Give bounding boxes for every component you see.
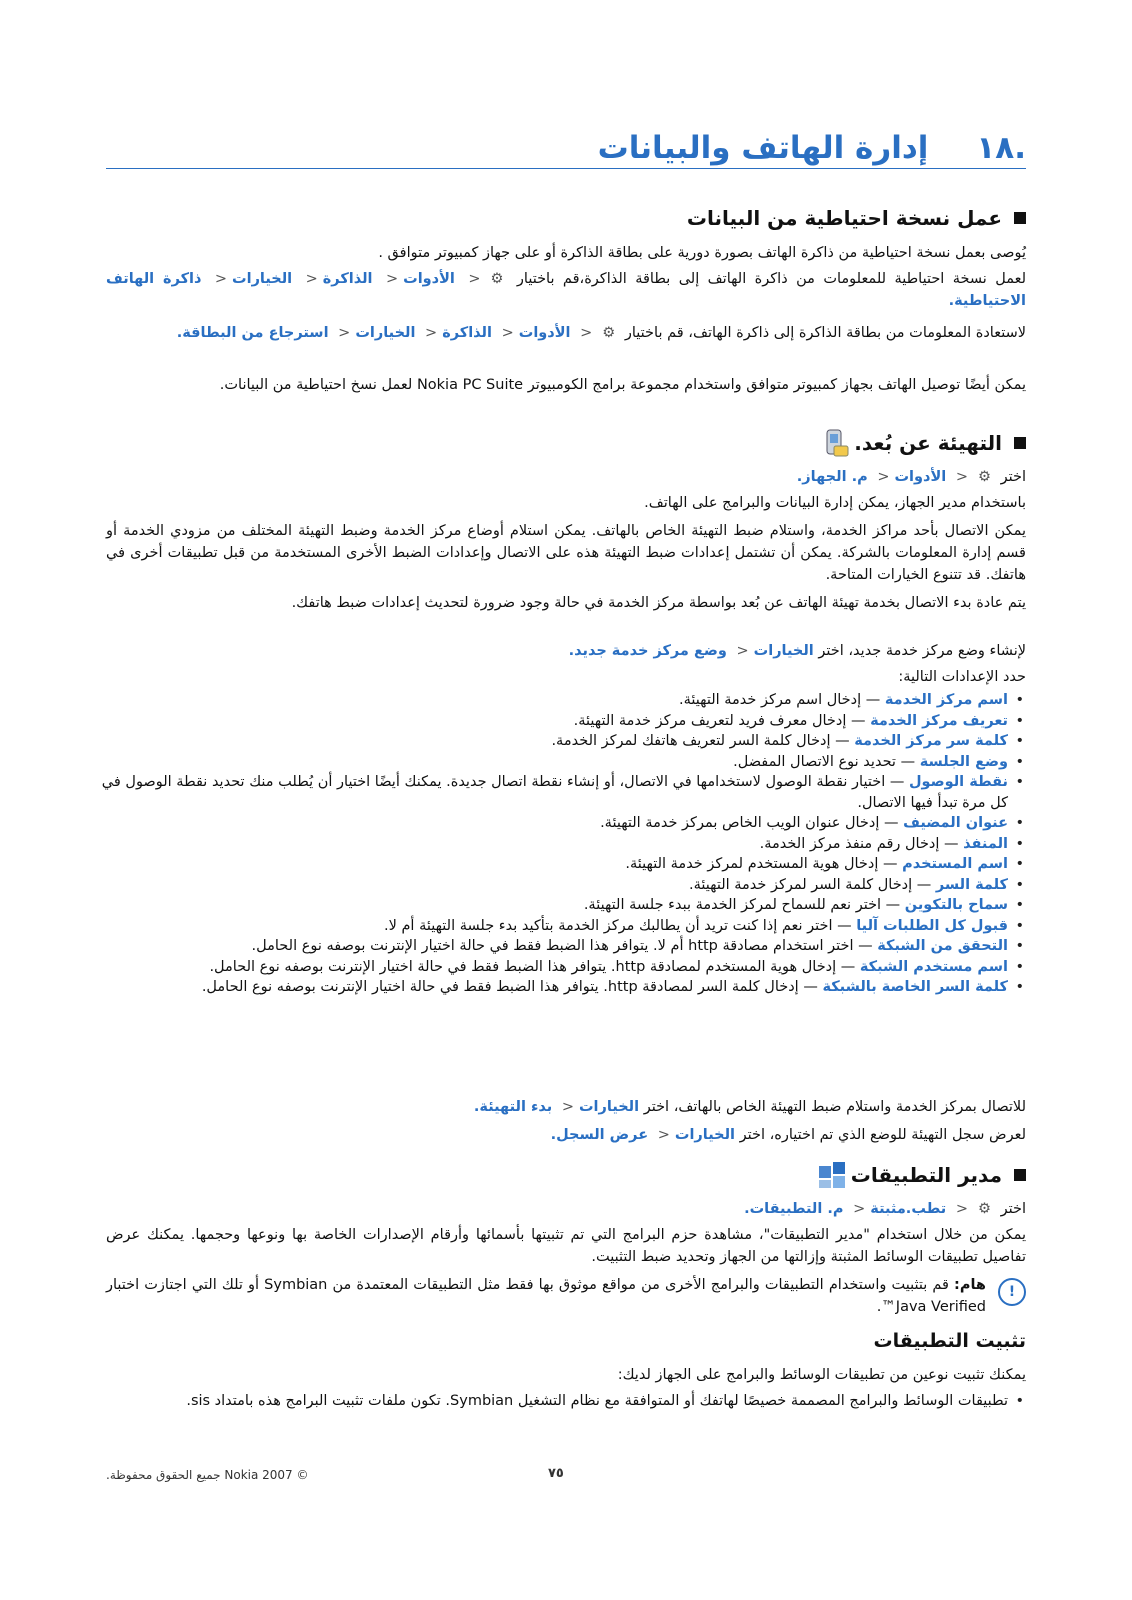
- device-manager-icon: [820, 428, 850, 458]
- app-manager-icon: [817, 1160, 847, 1190]
- backup-p1-text: لعمل نسخة احتياطية للمعلومات من ذاكرة الهاتف إلى بطاقة الذاكرة،قم باختيار: [516, 271, 1027, 287]
- footer-copyright: © Nokia 2007 جميع الحقوق محفوظة.: [106, 1468, 309, 1482]
- setting-desc: — إدخال معرف فريد لتعريف مركز خدمة التهيئة.: [573, 712, 871, 729]
- backup-paragraph-3: يمكن أيضًا توصيل الهاتف بجهاز كمبيوتر متوافق واستخدام مجموعة برامج الكومبيوتر Nokia PC Suite لعمل نسخ احتياطية من البيانات.: [219, 377, 1026, 393]
- setting-desc: — اختر استخدام مصادقة http أم لا. يتوافر هذا الضبط فقط في حالة اختيار الإنترنت بوصفه نوع الحامل.: [251, 938, 878, 954]
- list-item: [88, 731, 1008, 752]
- info-icon: !: [998, 1278, 1026, 1306]
- path-tools[interactable]: الأدوات: [894, 469, 947, 485]
- setting-desc: — إدخال كلمة السر لتعريف هاتفك لمركز الخدمة.: [551, 733, 855, 749]
- path-separator: <: [385, 271, 399, 287]
- list-item: [88, 854, 1008, 875]
- backup-paragraph-2: [106, 322, 1026, 344]
- setting-desc: — إدخال عنوان الويب الخاص بمركز خدمة التهيئة.: [600, 815, 904, 831]
- select-text: اختر: [1000, 469, 1026, 485]
- path-memory[interactable]: الذاكرة: [322, 271, 373, 287]
- path-memory[interactable]: الذاكرة: [442, 325, 492, 341]
- note-text: قم بتثبيت واستخدام التطبيقات والبرامج الأخرى من مواقع موثوق بها فقط مثل التطبيقات المعتمدة من Symbian أو تلك التي اجتازت اختبار Java Verified™.: [106, 1277, 986, 1315]
- menu-key-icon: ⚙: [602, 325, 616, 341]
- list-item: [88, 957, 1008, 978]
- path-options[interactable]: الخيارات: [753, 643, 814, 659]
- remote-paragraph-5: حدد الإعدادات التالية:: [898, 669, 1026, 685]
- backup-intro: يُوصى بعمل نسخة احتياطية من ذاكرة الهاتف بصورة دورية على بطاقة الذاكرة أو على جهاز كمبيوتر متوافق .: [378, 245, 1026, 261]
- setting-term: اسم المستخدم: [902, 856, 1008, 872]
- list-item: [88, 875, 1008, 896]
- list-item: [88, 977, 1008, 998]
- path-separator: <: [657, 1127, 670, 1143]
- setting-desc: — اختر نعم للسماح لمركز الخدمة ببدء جلسة التهيئة.: [583, 897, 905, 913]
- setting-term: كلمة السر: [935, 876, 1008, 893]
- path-separator: <: [580, 325, 593, 341]
- list-item: [88, 916, 1008, 937]
- list-item: [88, 690, 1008, 711]
- path-installed-apps[interactable]: تطب.مثبتة: [870, 1201, 947, 1217]
- setting-term: وضع الجلسة: [919, 753, 1008, 770]
- backup-p2-text: لاستعادة المعلومات من بطاقة الذاكرة إلى ذاكرة الهاتف، قم باختيار: [624, 325, 1026, 341]
- path-app-manager[interactable]: م. التطبيقات.: [744, 1201, 844, 1217]
- setting-desc: — إدخال رقم منفذ مركز الخدمة.: [759, 835, 964, 852]
- select-text: اختر: [1000, 1201, 1026, 1217]
- path-start-configuration[interactable]: بدء التهيئة.: [473, 1099, 553, 1115]
- list-item: [88, 895, 1008, 916]
- list-item: [88, 813, 1008, 834]
- install-heading: تثبيت التطبيقات: [873, 1330, 1026, 1352]
- setting-desc: — إدخال كلمة السر لمركز خدمة التهيئة.: [689, 876, 936, 893]
- bullet-square-icon: [1014, 1169, 1026, 1181]
- path-view-log[interactable]: عرض السجل.: [550, 1127, 649, 1143]
- path-separator: <: [955, 1201, 969, 1217]
- remote-paragraph-4: [106, 640, 1026, 662]
- appmgr-select-path: [106, 1198, 1026, 1220]
- list-item: • تطبيقات الوسائط والبرامج المصممة خصيصًا لهاتفك أو المتوافقة مع نظام التشغيل Symbian. تكون ملفات تثبيت البرامج هذه بامتداد sis.: [88, 1390, 1008, 1412]
- setting-term: تعريف مركز الخدمة: [870, 712, 1008, 729]
- path-options[interactable]: الخيارات: [355, 325, 416, 341]
- setting-desc: — إدخال اسم مركز خدمة التهيئة.: [679, 692, 885, 708]
- path-separator: <: [877, 469, 890, 485]
- appmgr-heading: [817, 1160, 1026, 1190]
- path-separator: <: [955, 469, 969, 485]
- setting-desc: — تحديد نوع الاتصال المفضل.: [733, 753, 920, 770]
- setting-term: قبول كل الطلبات آليا: [856, 917, 1008, 934]
- setting-desc: — إدخال هوية المستخدم لمصادقة http. يتوافر هذا الضبط فقط في حالة اختيار الإنترنت بوصفه نوع الحامل.: [209, 958, 860, 975]
- remote-heading-text: التهيئة عن بُعد.: [854, 431, 1002, 455]
- list-item: [88, 834, 1008, 855]
- bullet-square-icon: [1014, 437, 1026, 449]
- path-separator: <: [425, 325, 438, 341]
- remote-paragraph-7: [106, 1124, 1026, 1146]
- install-paragraph: يمكنك تثبيت نوعين من تطبيقات الوسائط والبرامج على الجهاز لديك:: [617, 1367, 1026, 1383]
- menu-key-icon: ⚙: [978, 1201, 992, 1217]
- path-backup-phone-memory[interactable]: ذاكرة الهاتف الاحتياطية.: [106, 271, 1026, 309]
- setting-desc: — اختر نعم إذا كنت تريد أن يطالبك مركز الخدمة بتأكيد بدء جلسة التهيئة أم لا.: [383, 917, 857, 934]
- note-label: هام:: [954, 1277, 986, 1293]
- path-device-manager[interactable]: م. الجهاز.: [796, 469, 868, 485]
- appmgr-heading-text: مدير التطبيقات: [850, 1163, 1002, 1187]
- remote-paragraph-1: باستخدام مدير الجهاز، يمكن إدارة البيانات والبرامج على الهاتف.: [644, 495, 1026, 511]
- backup-heading-text: عمل نسخة احتياطية من البيانات: [686, 206, 1002, 230]
- list-item: [88, 752, 1008, 773]
- chapter-title: [598, 130, 1026, 166]
- list-item: [88, 936, 1008, 957]
- bullet-square-icon: [1014, 212, 1026, 224]
- setting-term: كلمة السر الخاصة بالشبكة: [822, 979, 1008, 995]
- important-note: [106, 1274, 986, 1318]
- install-list: [88, 1390, 1026, 1412]
- remote-paragraph-2: يمكن الاتصال بأحد مراكز الخدمة، واستلام ضبط التهيئة الخاص بالهاتف. يمكن استلام أوضاع مركز الخدمة وضبط التهيئة المختلف من مزودي الخدمة أو قسم إدارة المعلومات بالشركة. يمكن أن تشتمل إعدادات ضبط التهيئة هذه على الاتصال وإعدادات الضبط الأخرى المستخدمة من قبل تطبيقات أخرى في هاتفك. قد تتنوع الخيارات المتاحة.: [106, 523, 1026, 583]
- path-separator: <: [305, 271, 318, 287]
- setting-desc: — اختيار نقطة الوصول لاستخدامها في الاتصال، أو إنشاء نقطة اتصال جديدة. يمكنك أيضًا اختيار أن يُطلب منك تحديد نقطة الوصول في كل مرة تبدأ فيها الاتصال.: [101, 774, 1008, 811]
- remote-paragraph-3: يتم عادة بدء الاتصال بخدمة تهيئة الهاتف عن بُعد بواسطة مركز الخدمة في حالة وجود ضرورة لتحديث إعدادات ضبط هاتفك.: [291, 595, 1026, 611]
- path-tools[interactable]: الأدوات: [518, 325, 571, 341]
- setting-desc: — إدخال كلمة السر لمصادقة http. يتوافر هذا الضبط فقط في حالة اختيار الإنترنت بوصفه نوع الحامل.: [201, 979, 823, 995]
- remote-paragraph-6: [106, 1096, 1026, 1118]
- page-number: ٧٥: [548, 1466, 564, 1481]
- chapter-number: .١٨: [976, 130, 1026, 166]
- path-separator: <: [214, 271, 228, 287]
- page: [101, 0, 1027, 1600]
- remote-p6-text: للاتصال بمركز الخدمة واستلام ضبط التهيئة الخاص بالهاتف، اختر: [643, 1099, 1026, 1115]
- setting-term: اسم مستخدم الشبكة: [859, 958, 1008, 975]
- list-item: [88, 711, 1008, 732]
- path-options[interactable]: الخيارات: [674, 1127, 736, 1143]
- menu-key-icon: ⚙: [978, 469, 992, 485]
- setting-term: سماح بالتكوين: [904, 897, 1008, 913]
- path-tools[interactable]: الأدوات: [403, 271, 455, 287]
- setting-desc: — إدخال هوية المستخدم لمركز خدمة التهيئة.: [625, 856, 903, 872]
- chapter-title-text: إدارة الهاتف والبيانات: [597, 130, 929, 166]
- path-options[interactable]: الخيارات: [232, 271, 293, 287]
- path-separator: <: [561, 1099, 574, 1115]
- remote-p4-text: لإنشاء وضع مركز خدمة جديد، اختر: [818, 643, 1026, 659]
- setting-term: نقطة الوصول: [908, 774, 1008, 790]
- setting-term: اسم مركز الخدمة: [884, 692, 1008, 708]
- setting-term: كلمة سر مركز الخدمة: [854, 733, 1008, 749]
- remote-p7-text: لعرض سجل التهيئة للوضع الذي تم اختياره، اختر: [739, 1127, 1026, 1143]
- appmgr-paragraph-1: يمكن من خلال استخدام "مدير التطبيقات"، مشاهدة حزم البرامج التي تم تثبيتها بأسمائها وأرقام الإصدارات الخاصة بها ونوعها وحجمها. يمكنك عرض تفاصيل تطبيقات الوسائط المثبتة وإزالتها من الجهاز وتحديد ضبط التثبيت.: [106, 1227, 1026, 1265]
- path-new-server-profile[interactable]: وضع مركز خدمة جديد.: [568, 643, 727, 659]
- path-separator: <: [853, 1201, 866, 1217]
- backup-heading: [687, 206, 1026, 230]
- list-item: [88, 772, 1008, 813]
- path-restore-from-card[interactable]: استرجاع من البطاقة.: [176, 325, 329, 341]
- path-separator: <: [501, 325, 514, 341]
- remote-select-path: [106, 466, 1026, 488]
- path-options[interactable]: الخيارات: [578, 1099, 640, 1115]
- chapter-header: [106, 128, 1026, 169]
- backup-paragraph-1: [106, 268, 1026, 312]
- setting-term: عنوان المضيف: [903, 815, 1008, 831]
- path-separator: <: [338, 325, 351, 341]
- settings-list: [88, 690, 1026, 998]
- path-separator: <: [736, 643, 749, 659]
- setting-term: التحقق من الشبكة: [877, 938, 1008, 954]
- remote-heading: [820, 428, 1026, 458]
- menu-key-icon: ⚙: [490, 271, 504, 287]
- path-separator: <: [468, 271, 481, 287]
- setting-term: المنفذ: [963, 835, 1008, 852]
